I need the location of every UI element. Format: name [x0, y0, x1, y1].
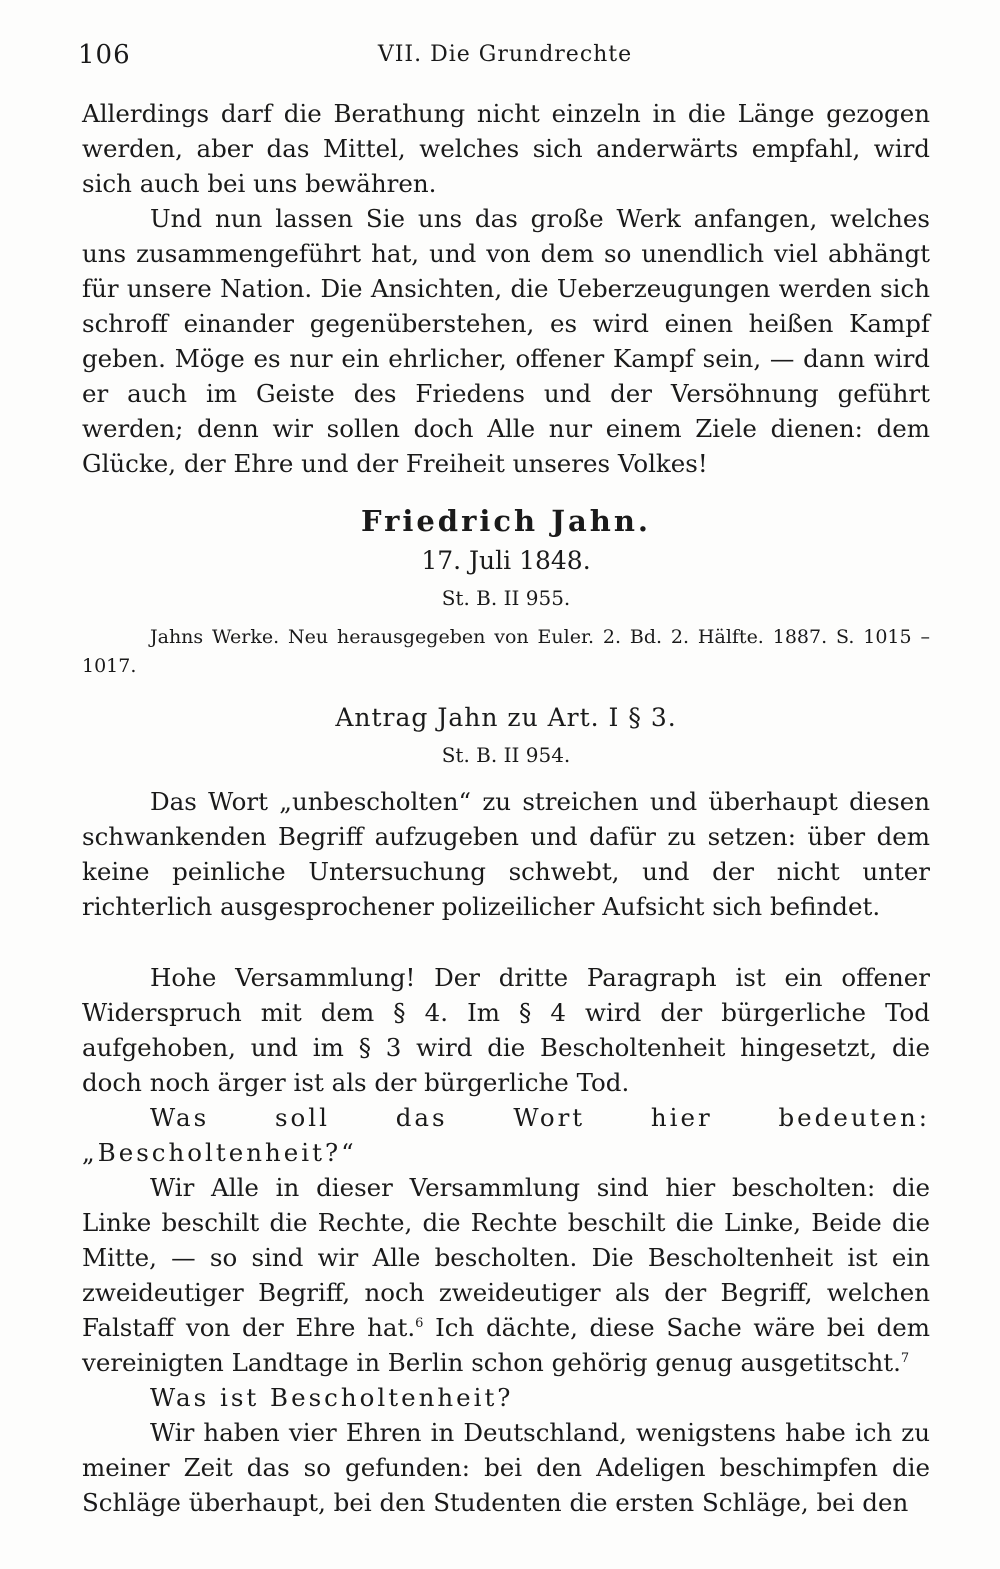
page-body [82, 96, 930, 1520]
paragraph-hohe-versammlung: Hohe Versammlung! Der dritte Paragraph ist ein offener Widerspruch mit dem § 4. Im § 4 wird der bürgerliche Tod aufgehoben, und im § 3 wird die Bescholtenheit hingesetzt, die doch noch ärger ist als der bürgerliche Tod. [82, 963, 930, 1097]
speaker-signature: Friedrich Jahn. [360, 504, 651, 538]
page-number: 106 [78, 40, 131, 70]
footnote-marker-7: 7 [900, 1350, 910, 1366]
wir-alle-text: Wir Alle in dieser Versammlung sind hier bescholten: die Linke beschilt die Rechte, die Rechte beschilt die Linke, Beide die Mitte, — so sind wir Alle bescholten. Die Bescholtenheit ist ein zweideutiger Begriff, noch zweideutiger als der Begriff, welchen Falstaff von der Ehre hat. [82, 1173, 930, 1342]
motion-text: Das Wort „unbescholten“ zu streichen und überhaupt diesen schwankenden Begriff aufzugeben und dafür zu setzen: über dem keine peinliche Untersuchung schwebt, und der nicht unter richterlich ausgesprochener polizeilicher Aufsicht sich befindet. [82, 787, 930, 921]
paragraph-wir-alle [82, 1170, 930, 1380]
paragraph-vier-ehren: Wir haben vier Ehren in Deutschland, wenigstens habe ich zu meiner Zeit das so gefunden: bei den Adeligen beschimpfen die Schläge überhaupt, bei den Studenten die ersten Schläge, bei den [82, 1418, 930, 1517]
paragraph-grosse-werk: Und nun lassen Sie uns das große Werk anfangen, welches uns zusammengeführt hat, und von dem so unendlich viel abhängt für unsere Nation. Die Ansichten, die Ueberzeugungen werden sich schroff einander gegenüberstehen, es wird einen heißen Kampf geben. Möge es nur ein ehrlicher, offener Kampf sein, — dann wird er auch im Geiste des Friedens und der Versöhnung geführt werden; denn wir sollen doch Alle nur einem Ziele dienen: dem Glücke, der Ehre und der Freiheit unseres Volkes! [82, 204, 930, 478]
wir-alle-text-cont: Ich dächte, diese Sache wäre bei dem vereinigten Landtage in Berlin schon gehörig genug ausgetitscht. [82, 1313, 930, 1377]
speech-date: 17. Juli 1848. [421, 546, 591, 575]
paragraph-was-ist: Was ist Bescholtenheit? [150, 1383, 514, 1412]
motion-title: Antrag Jahn zu Art. I § 3. [335, 703, 677, 732]
works-reference: Jahns Werke. Neu herausgegeben von Euler. 2. Bd. 2. Hälfte. 1887. S. 1015 –1017. [82, 626, 930, 677]
paragraph-allerdings: Allerdings darf die Berathung nicht einzeln in die Länge gezogen werden, aber das Mittel, welches sich anderwärts empfahl, wird sich auch bei uns bewähren. [82, 99, 930, 198]
paragraph-was-soll: Was soll das Wort hier bedeuten: „Bescholtenheit?“ [82, 1103, 930, 1167]
stenographic-source: St. B. II 955. [441, 586, 571, 610]
spacer [82, 770, 930, 784]
spacer [82, 924, 930, 960]
running-head: VII. Die Grundrechte [377, 42, 633, 67]
motion-source: St. B. II 954. [441, 743, 571, 767]
footnote-marker-6: 6 [415, 1315, 424, 1331]
